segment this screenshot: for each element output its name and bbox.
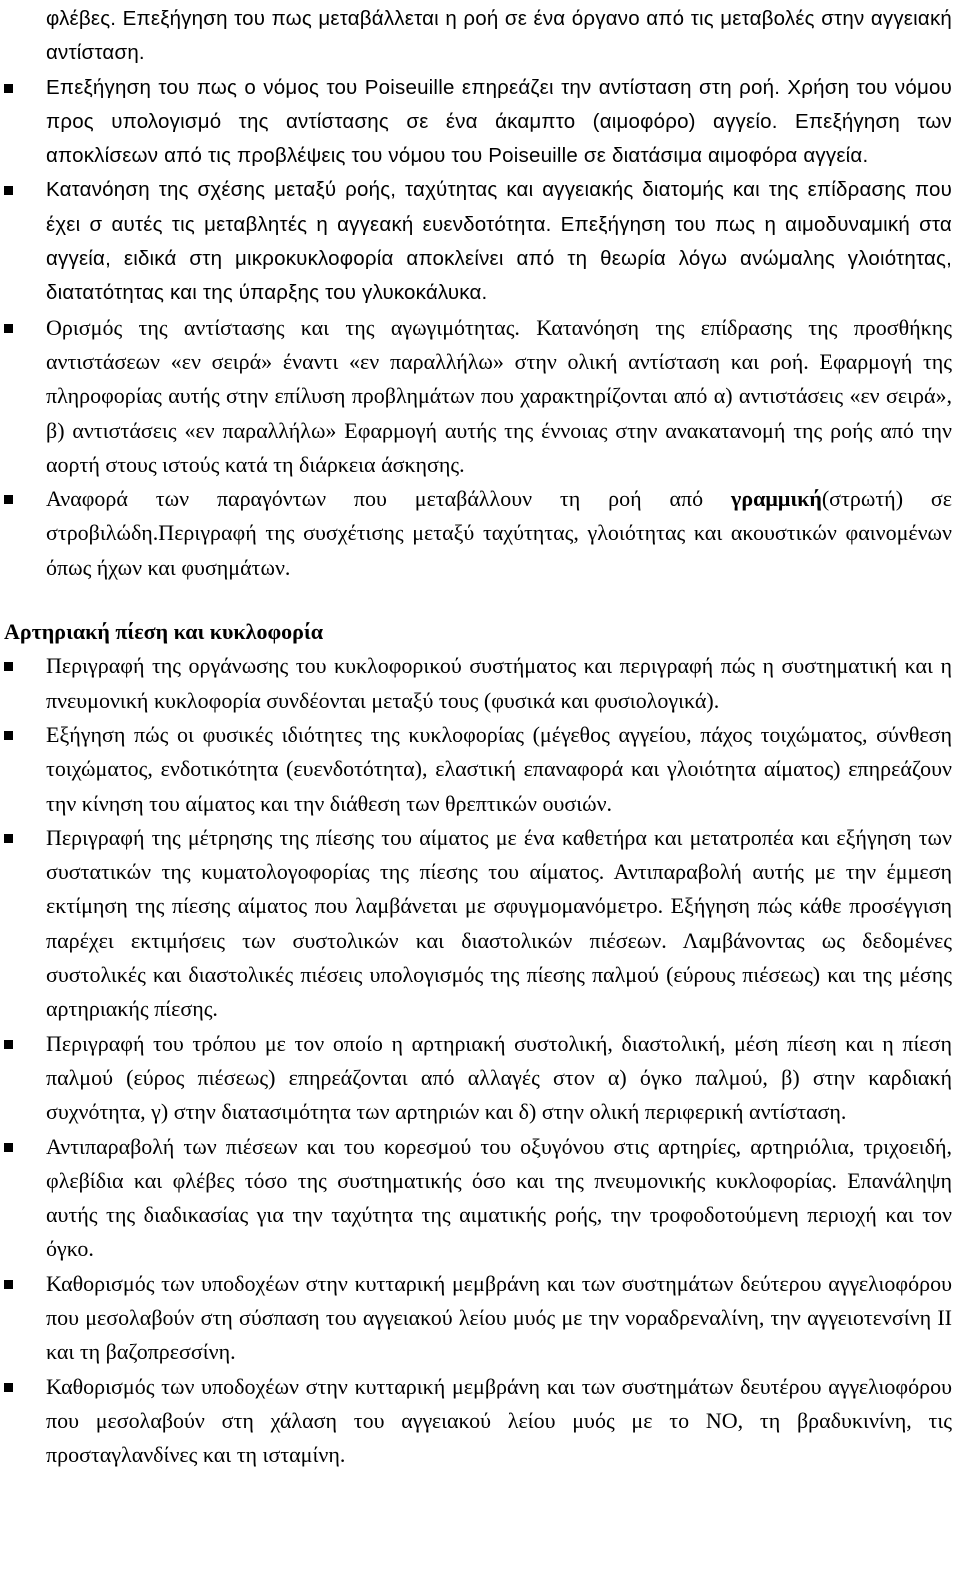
square-bullet-icon bbox=[4, 84, 13, 93]
list-item: Περιγραφή του τρόπου με τον οποίο η αρτηριακή συστολική, διαστολική, μέση πίεση και η πίεση παλμού (εύρος πιέσεως) επηρεάζονται από αλλαγές στον α) όγκο παλμού, β) στην καρδιακή συχνότητα, γ) στην διατασιμότητα των αρτηριών και δ) στην ολική περιφερική αντίσταση. bbox=[46, 1027, 952, 1130]
square-bullet-icon bbox=[4, 1383, 13, 1392]
square-bullet-icon bbox=[4, 1280, 13, 1289]
list-item: Καθορισμός των υποδοχέων στην κυτταρική μεμβράνη και των συστημάτων δευτέρου αγγελιοφόρου που μεσολαβούν στη χάλαση του αγγειακού λείου μυός με το ΝΟ, τη βραδυκινίνη, τις προσταγλανδίνες και τη ισταμίνη. bbox=[46, 1370, 952, 1473]
square-bullet-icon bbox=[4, 495, 13, 504]
list-item: Εξήγηση πώς οι φυσικές ιδιότητες της κυκλοφορίας (μέγεθος αγγείου, πάχος τοιχώματος, σύνθεση τοιχώματος, ενδοτικότητα (ευενδοτότητα), ελαστική επαναφορά και γλοιότητα αίματος) επηρεάζουν την κίνηση του αίματος και την διάθεση των θρεπτικών ουσιών. bbox=[46, 718, 952, 821]
list-item: Αντιπαραβολή των πιέσεων και του κορεσμού του οξυγόνου στις αρτηρίες, αρτηριόλια, τριχοειδή, φλεβίδια και φλέβες τόσο της συστηματικής όσο και της πνευμονικής κυκλοφορίας. Επανάληψη αυτής της διαδικασίας για την ταχύτητα της αιματικής ροής, την τροφοδοτούμενη περιοχή και τον όγκο. bbox=[46, 1130, 952, 1267]
section-blood-pressure-list bbox=[0, 649, 952, 1472]
list-item: Καθορισμός των υποδοχέων στην κυτταρική μεμβράνη και των συστημάτων δεύτερου αγγελιοφόρου που μεσολαβούν στη σύσπαση του αγγειακού λείου μυός με την νοραδρεναλίνη, την αγγειοτενσίνη ΙΙ και τη βαζοπρεσσίνη. bbox=[46, 1267, 952, 1370]
square-bullet-icon bbox=[4, 324, 13, 333]
list-item: Ορισμός της αντίστασης και της αγωγιμότητας. Κατανόηση της επίδρασης της προσθήκης αντιστάσεων «εν σειρά» έναντι «εν παραλλήλω» στην ολική αντίσταση και ροή. Εφαρμογή της πληροφορίας αυτής στην επίλυση προβλημάτων που χαρακτηρίζονται από α) αντιστάσεις «εν σειρά», β) αντιστάσεις «εν παραλλήλω» Εφαρμογή αυτής της έννοιας στην ανακατανομή της ροής από την αορτή στους ιστούς κατά τη διάρκεια άσκησης. bbox=[46, 311, 952, 482]
square-bullet-icon bbox=[4, 662, 13, 671]
square-bullet-icon bbox=[4, 731, 13, 740]
list-item: Επεξήγηση του πως ο νόμος του Poiseuille επηρεάζει την αντίσταση στη ροή. Χρήση του νόμου προς υπολογισμό της αντίστασης σε ένα άκαμπτο (αιμοφόρο) αγγείο. Επεξήγηση των αποκλίσεων από τις προβλέψεις του νόμου του Poiseuille σε διατάσιμα αιμοφόρα αγγεία. bbox=[46, 71, 952, 174]
document-page bbox=[0, 2, 952, 1472]
list-item: Κατανόηση της σχέσης μεταξύ ροής, ταχύτητας και αγγειακής διατομής και της επίδρασης που έχει σ αυτές τις μεταβλητές η αγγεακή ευενδοτότητα. Επεξήγηση του πως η αιμοδυναμική στα αγγεία, ειδικά στη μικροκυκλοφορία αποκλείνει από τη θεωρία λόγω ανώμαλης γλοιότητας, διατατότητας και της ύπαρξης του γλυκοκάλυκα. bbox=[46, 173, 952, 310]
square-bullet-icon bbox=[4, 186, 13, 195]
square-bullet-icon bbox=[4, 834, 13, 843]
list-item: Αναφορά των παραγόντων που μεταβάλλουν τη ροή από γραμμική(στρωτή) σε στροβιλώδη.Περιγραφή της συσχέτισης μεταξύ ταχύτητας, γλοιότητας και ακουστικών φαινομένων όπως ήχων και φυσημάτων. bbox=[46, 482, 952, 585]
square-bullet-icon bbox=[4, 1143, 13, 1152]
square-bullet-icon bbox=[4, 1040, 13, 1049]
section-poiseuille-list bbox=[0, 71, 952, 585]
intro-fragment: φλέβες. Επεξήγηση του πως μεταβάλλεται η ροή σε ένα όργανο από τις μεταβολές στην αγγειακή αντίσταση. bbox=[46, 7, 952, 65]
list-item: Περιγραφή της μέτρησης της πίεσης του αίματος με ένα καθετήρα και μετατροπέα και εξήγηση των συστατικών της κυματολογοφορίας της πίεσης του αίματος. Αντιπαραβολή αυτής με την έμμεση εκτίμηση της πίεσης αίματος που λαμβάνεται με σφυγμομανόμετρο. Εξήγηση πώς κάθε προσέγγιση παρέχει εκτιμήσεις των συστολικών και διαστολικών πιέσεων. Λαμβάνοντας ως δεδομένες συστολικές και διαστολικές πιέσεις υπολογισμός της πίεσης παλμού (εύρους πιέσεως) και της μέσης αρτηριακής πίεσης. bbox=[46, 821, 952, 1027]
list-item: Περιγραφή της οργάνωσης του κυκλοφορικού συστήματος και περιγραφή πώς η συστηματική και η πνευμονική κυκλοφορία συνδέονται μεταξύ τους (φυσικά και φυσιολογικά). bbox=[46, 649, 952, 718]
section-heading: Αρτηριακή πίεση και κυκλοφορία bbox=[4, 619, 324, 645]
